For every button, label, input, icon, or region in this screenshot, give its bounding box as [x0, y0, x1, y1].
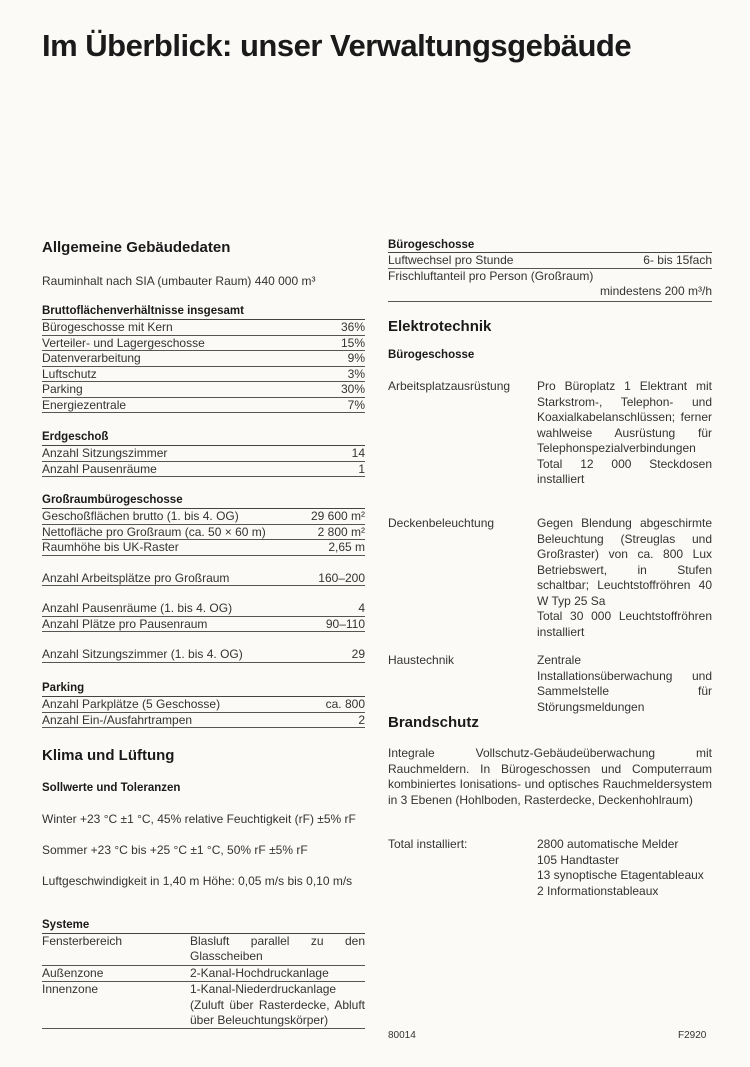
row-label: Datenverarbeitung [42, 351, 141, 365]
row-label: Anzahl Plätze pro Pausenraum [42, 616, 208, 631]
table-row: Frischluftanteil pro Person (Großraum) mindestens 200 m³/h [388, 269, 712, 302]
list-item: 105 Handtaster [537, 852, 620, 867]
row-value: 2,65 m [328, 540, 365, 554]
elektro-value-line: Total 30 000 Leuchtstoffröhren installiert [537, 609, 712, 639]
elektro-heading: Elektrotechnik [388, 318, 492, 335]
elektro-value-line: Pro Büroplatz 1 Elektrant mit Starkstrom-, Telephon- und Koaxialkabelanschlüssen; ferner wahlweise Ausrüstung für Telephonspezialverbindungen [537, 379, 712, 455]
table-row [42, 525, 365, 541]
buero-heading: Bürogeschosse [388, 238, 712, 253]
table-row [42, 966, 365, 982]
systeme-table [42, 918, 365, 1029]
systeme-heading: Systeme [42, 918, 365, 934]
brandschutz-text: Integrale Vollschutz-Gebäudeüberwachung mit Rauchmeldern. In Bürogeschossen und Computerraum kombiniertes Ionisations- und optisches Rauchmeldersystem in 3 Ebenen (Hohlboden, Rasterdecke, Deckenhohlraum) [388, 746, 712, 807]
list-item: 13 synoptische Etagentableaux [537, 868, 704, 882]
row-label: Parking [42, 382, 83, 396]
row-label: Geschoßflächen brutto (1. bis 4. OG) [42, 509, 239, 523]
elektro-value-line: Total 12 000 Steckdosen installiert [537, 456, 712, 486]
parking-heading: Parking [42, 681, 365, 697]
table-row [42, 351, 365, 367]
row-label: Anzahl Pausenräume (1. bis 4. OG) [42, 601, 233, 615]
allgemein-heading: Allgemeine Gebäudedaten [42, 239, 231, 256]
footer-right-code: F2920 [678, 1030, 707, 1041]
row-label: Luftschutz [42, 366, 97, 381]
row-value: 15% [340, 335, 365, 350]
erdgeschoss-heading: Erdgeschoß [42, 430, 365, 446]
row-label: Anzahl Sitzungszimmer [42, 446, 168, 460]
footer-left-code: 80014 [388, 1030, 416, 1041]
table-row [42, 398, 365, 414]
row-value: 1 [358, 461, 365, 476]
table-row [42, 462, 365, 478]
list-item: 2800 automatische Melder [537, 837, 679, 851]
row-value: 14 [351, 446, 365, 460]
sommer-text: Sommer +23 °C bis +25 °C ±1 °C, 50% rF ±5% rF [42, 843, 308, 857]
row-label: Bürogeschosse mit Kern [42, 320, 173, 334]
table-row [42, 336, 365, 352]
row-label: Verteiler- und Lagergeschosse [42, 335, 205, 350]
brandschutz-heading: Brandschutz [388, 714, 479, 731]
brutto-heading: Bruttoflächenverhältnisse insgesamt [42, 304, 365, 320]
buero-lueftung-table [388, 238, 712, 302]
table-row [42, 367, 365, 383]
table-row [42, 540, 365, 556]
row-label: Energiezentrale [42, 397, 127, 412]
row-label: Anzahl Ein-/Ausfahrtrampen [42, 712, 193, 727]
table-row [42, 601, 365, 617]
table-row [42, 697, 365, 713]
parking-table [42, 681, 365, 728]
winter-text: Winter +23 °C ±1 °C, 45% relative Feuchtigkeit (rF) ±5% rF [42, 812, 356, 826]
sollwerte-heading: Sollwerte und Toleranzen [42, 782, 181, 794]
table-row [42, 509, 365, 525]
elektro-value-line: Zentrale Installationsüberwachung und Sammelstelle für Störungsmeldungen [537, 653, 712, 714]
row-value: Blasluft parallel zu den Glasscheiben [190, 934, 365, 964]
row-label: Nettofläche pro Großraum (ca. 50 × 60 m) [42, 524, 266, 539]
table-row [42, 982, 365, 1029]
elektro-value [537, 653, 712, 715]
table-row: Luftwechsel pro Stunde 6- bis 15fach [388, 253, 712, 267]
table-row: Anzahl Arbeitsplätze pro Großraum 160–200 [42, 570, 365, 585]
row-label: Innenzone [42, 982, 99, 997]
row-value: ca. 800 [325, 697, 365, 711]
luftgeschwindigkeit-text: Luftgeschwindigkeit in 1,40 m Höhe: 0,05 m/s bis 0,10 m/s [42, 874, 353, 888]
elektro-value [537, 516, 712, 640]
row-label: Anzahl Pausenräume [42, 461, 157, 476]
row-value: 1-Kanal-Niederdruckanlage (Zuluft über Rasterdecke, Abluft über Beleuchtungskörper) [190, 982, 365, 1028]
table-row [42, 382, 365, 398]
row-value: 36% [340, 320, 365, 334]
row-value: 2 [358, 712, 365, 727]
row-value: 29 600 m² [310, 509, 365, 523]
erdgeschoss-table [42, 430, 365, 477]
row-label: Raumhöhe bis UK-Raster [42, 540, 179, 554]
table-row: Anzahl Sitzungszimmer (1. bis 4. OG) 29 [42, 647, 365, 661]
brutto-table [42, 304, 365, 413]
elektro-value-line: Gegen Blendung abgeschirmte Beleuchtung (Streuglas und Großraster) von ca. 800 Lux Betriebswert, in Stufen schaltbar; Leuchtstoffröhren 40 W Typ 25 Sa [537, 516, 712, 608]
grossraum-table [42, 493, 365, 663]
row-value: 2 800 m² [317, 524, 365, 539]
table-row [42, 446, 365, 462]
row-value: 2-Kanal-Hochdruckanlage [190, 965, 329, 980]
table-row [42, 934, 365, 966]
klima-heading: Klima und Lüftung [42, 747, 175, 764]
row-label: Anzahl Parkplätze (5 Geschosse) [42, 697, 221, 711]
row-label: Außenzone [42, 965, 104, 980]
row-value: 9% [347, 351, 365, 365]
table-row [42, 713, 365, 729]
row-label: Fensterbereich [42, 934, 123, 948]
elektro-value [537, 379, 712, 488]
table-row [42, 320, 365, 336]
row-value: 30% [340, 382, 365, 396]
elektro-subheading: Bürogeschosse [388, 349, 475, 361]
brandschutz-total-list [537, 837, 712, 899]
page-title: Im Überblick: unser Verwaltungsgebäude [42, 28, 632, 63]
table-row [42, 617, 365, 633]
row-value: 90–110 [325, 616, 365, 631]
rauminhalt-text: Rauminhalt nach SIA (umbauter Raum) 440 000 m³ [42, 274, 316, 288]
list-item: 2 Informationstableaux [537, 883, 659, 898]
row-value: 4 [358, 601, 365, 615]
row-value: 7% [347, 397, 365, 412]
row-value: 3% [347, 366, 365, 381]
grossraum-heading: Großraumbürogeschosse [42, 493, 365, 509]
